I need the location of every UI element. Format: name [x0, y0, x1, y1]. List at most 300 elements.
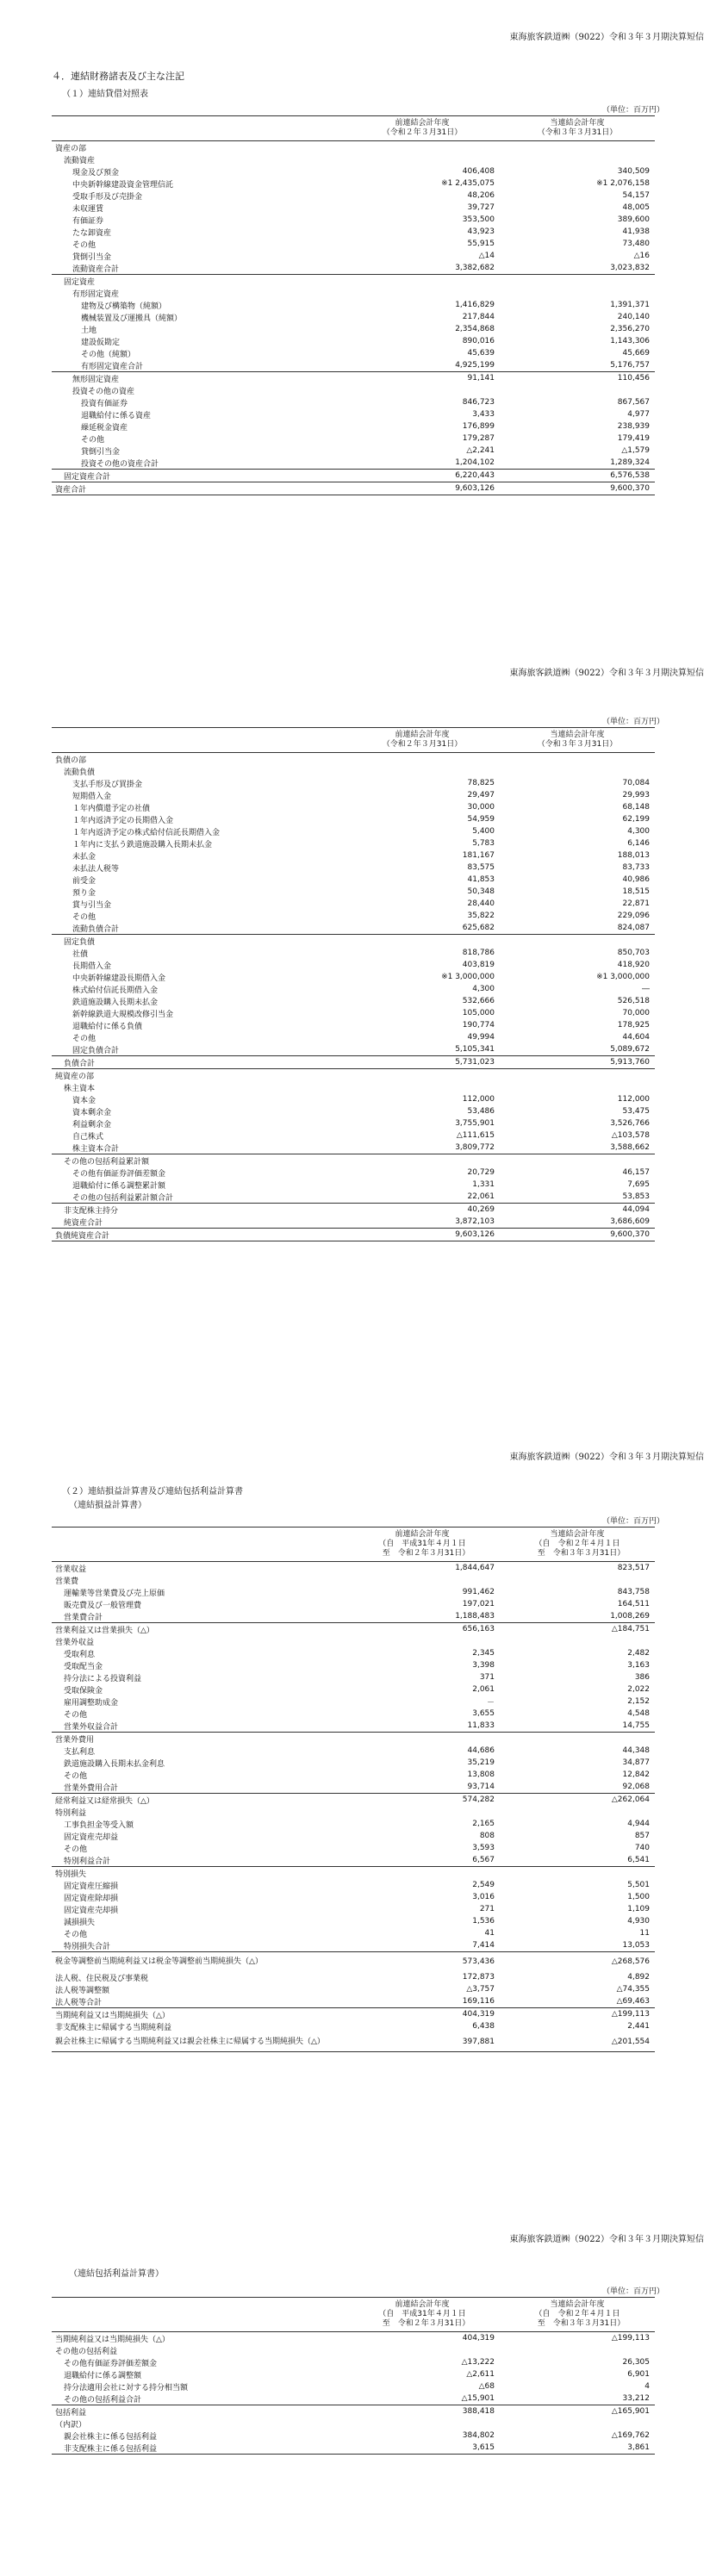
current-year-value: 526,518: [617, 997, 650, 1005]
prev-year-value: 3,655: [472, 1709, 495, 1718]
row-label: 当期純利益又は当期純損失（△）: [55, 2011, 170, 2020]
current-year-value: △69,463: [500, 1995, 655, 2008]
table-row: [52, 1659, 655, 1671]
table-row: [52, 1598, 655, 1610]
col-cur-header: 当連結会計年度 （令和３年３月31日）: [500, 728, 655, 753]
table-row: [52, 1117, 655, 1129]
current-year-value: [500, 1081, 655, 1093]
prev-year-value: 1,536: [472, 1917, 495, 1926]
prev-year-value: 169,116: [345, 1995, 500, 2008]
prev-year-value: 35,219: [467, 1758, 495, 1767]
table-row: [52, 396, 655, 408]
row-label: 固定資産売却益: [64, 1832, 119, 1842]
row-label: 貸倒引当金: [72, 252, 112, 262]
table-row: [52, 910, 655, 922]
table-row: [52, 2020, 655, 2032]
current-year-value: 3,686,609: [500, 1216, 655, 1229]
col-prev-header: 前連結会計年度 （自 平成31年４月１日 至 令和２年３月31日）: [345, 2298, 500, 2332]
prev-year-value: 3,398: [472, 1661, 495, 1670]
table-row: [52, 1939, 655, 1952]
table-row: [52, 165, 655, 177]
current-year-value: △199,113: [611, 2334, 650, 2343]
table-row: [52, 1142, 655, 1154]
row-label: 支払手形及び買掛金: [72, 780, 143, 789]
current-year-value: 6,541: [500, 1854, 655, 1867]
row-label: 負債純資産合計: [52, 1229, 345, 1241]
table-row: [52, 995, 655, 1007]
current-year-value: 18,515: [622, 887, 650, 896]
table-row: [52, 2442, 655, 2455]
current-year-value: [500, 1806, 655, 1818]
row-label: 建設仮勘定: [81, 338, 121, 347]
table-row: [52, 250, 655, 262]
prev-year-value: 3,593: [472, 1844, 495, 1852]
prev-year-value: 573,436: [462, 1957, 495, 1966]
table-row: [52, 801, 655, 813]
col-prev-header: 前連結会計年度 （自 平成31年４月１日 至 令和２年３月31日）: [345, 1528, 500, 1562]
current-year-value: [500, 275, 655, 288]
row-label: その他有価証券評価差額金: [72, 1169, 166, 1179]
current-year-value: △262,064: [611, 1795, 650, 1804]
table-row: [52, 470, 655, 482]
current-year-value: 9,600,370: [500, 482, 655, 495]
row-label: １年内償還予定の社債: [72, 804, 151, 813]
current-year-value: [500, 765, 655, 777]
current-year-value: △1,579: [621, 446, 650, 455]
current-year-value: 240,140: [617, 313, 650, 321]
row-label: 販売費及び一般管理費: [64, 1601, 142, 1610]
prev-year-value: △2,611: [466, 2370, 495, 2379]
prev-year-value: 6,567: [345, 1854, 500, 1867]
prev-year-value: 55,915: [467, 240, 495, 248]
table-row: [52, 1056, 655, 1069]
table-row: [52, 874, 655, 886]
current-year-value: △268,576: [611, 1957, 650, 1966]
table-row: [52, 1093, 655, 1105]
prev-year-value: △15,901: [345, 2392, 500, 2405]
row-label: 社債: [72, 949, 89, 959]
current-year-value: 68,148: [622, 803, 650, 812]
prev-year-value: 112,000: [462, 1095, 495, 1104]
table-row: [52, 2380, 655, 2392]
current-year-value: 33,212: [500, 2392, 655, 2405]
page-header: 東海旅客鉄道㈱（9022）令和３年３月期決算短信: [509, 1453, 704, 1462]
table-row: [52, 1806, 655, 1818]
current-year-value: [500, 2417, 655, 2430]
prev-year-value: 3,382,682: [345, 262, 500, 275]
table-row: [52, 1995, 655, 2008]
row-label: その他の包括利益累計額: [64, 1157, 150, 1167]
table-row: [52, 1818, 655, 1830]
table-row: [52, 335, 655, 347]
row-label: （内訳）: [55, 2420, 87, 2430]
prev-year-value: △68: [478, 2382, 495, 2391]
prev-year-value: 271: [479, 1905, 495, 1913]
balance-sheet-liabilities: [52, 727, 655, 1241]
row-label: 固定資産除却損: [64, 1894, 119, 1903]
current-year-value: 53,475: [622, 1107, 650, 1116]
row-label: 現金及び預金: [72, 168, 120, 177]
table-row: [52, 1031, 655, 1043]
prev-year-value: 172,873: [462, 1973, 495, 1982]
prev-year-value: ※1 3,000,000: [441, 973, 495, 981]
row-label: 長期借入金: [72, 961, 112, 971]
table-row: [52, 849, 655, 862]
prev-year-value: 9,603,126: [345, 1229, 500, 1241]
table-row: [52, 1683, 655, 1696]
table-row: [52, 1781, 655, 1794]
row-label: 受取保険金: [64, 1686, 103, 1696]
current-year-value: 843,758: [617, 1588, 650, 1596]
prev-year-value: 105,000: [462, 1009, 495, 1017]
row-label: 運輸業等営業費及び売上原価: [64, 1589, 165, 1598]
current-year-value: △199,113: [611, 2010, 650, 2019]
current-year-value: 11: [639, 1929, 650, 1938]
row-label: １年内に支払う鉄道施設購入長期未払金: [72, 840, 213, 849]
table-row: [52, 1623, 655, 1636]
row-label: 流動資産: [64, 156, 96, 165]
table-row: [52, 1720, 655, 1733]
current-year-value: 164,511: [617, 1600, 650, 1608]
prev-year-value: 78,825: [467, 779, 495, 787]
prev-year-value: 83,575: [467, 863, 495, 872]
current-year-value: 44,094: [622, 1205, 650, 1214]
prev-year-value: 532,666: [462, 997, 495, 1005]
current-year-value: 3,163: [627, 1661, 650, 1670]
table-row: [52, 1167, 655, 1179]
prev-year-value: 384,802: [462, 2431, 495, 2440]
table-row: [52, 1647, 655, 1659]
row-label: 退職給付に係る調整累計額: [72, 1181, 166, 1191]
row-label: 退職給付に係る資産: [81, 411, 152, 420]
prev-year-value: 4,300: [472, 985, 495, 993]
comprehensive-income-statement: [52, 2297, 655, 2455]
table-row: [52, 983, 655, 995]
row-label: その他: [64, 1845, 88, 1854]
row-label: 投資その他の資産: [72, 387, 135, 396]
prev-year-value: 190,774: [462, 1021, 495, 1030]
col-cur-header: 当連結会計年度 （令和３年３月31日）: [500, 116, 655, 141]
row-label: 貸倒引当金: [81, 447, 121, 457]
row-label: 繰延税金資産: [81, 423, 128, 432]
prev-year-value: 3,809,772: [345, 1142, 500, 1154]
prev-year-value: 3,016: [472, 1893, 495, 1901]
table-row: [52, 1708, 655, 1720]
table-row: [52, 765, 655, 777]
prev-year-value: 1,331: [472, 1180, 495, 1189]
row-label: 資産の部: [55, 144, 87, 153]
table-row: [52, 1574, 655, 1586]
current-year-value: 112,000: [617, 1095, 650, 1104]
row-label: 非支配株主に係る包括利益: [52, 2442, 345, 2455]
row-label: 固定資産売却損: [64, 1906, 119, 1915]
current-year-value: [500, 753, 655, 766]
table-row: [52, 2344, 655, 2356]
table-row: [52, 1915, 655, 1927]
table-row: [52, 359, 655, 372]
prev-year-value: 2,354,868: [455, 325, 495, 333]
table-row: [52, 862, 655, 874]
row-label: 中央新幹線建設長期借入金: [72, 974, 166, 983]
current-year-value: [500, 141, 655, 154]
row-label: 利益剰余金: [72, 1120, 112, 1129]
current-year-value: 13,053: [500, 1939, 655, 1952]
row-label: その他: [72, 240, 97, 250]
row-label: 営業外収益: [55, 1638, 95, 1647]
current-year-value: [500, 1635, 655, 1647]
current-year-value: 6,576,538: [500, 470, 655, 482]
prev-year-value: 2,345: [472, 1649, 495, 1658]
current-year-value: 867,567: [617, 398, 650, 407]
table-row: [52, 262, 655, 275]
prev-year-value: 2,061: [472, 1685, 495, 1694]
prev-year-value: ※1 2,435,075: [441, 179, 495, 188]
prev-year-value: 404,319: [462, 2334, 495, 2343]
row-label: 持分法による投資利益: [64, 1674, 142, 1683]
current-year-value: △169,762: [611, 2431, 650, 2440]
current-year-value: 1,143,306: [610, 337, 650, 345]
table-row: [52, 1105, 655, 1117]
table-row: [52, 177, 655, 190]
row-label: 前受金: [72, 876, 97, 886]
current-year-value: 188,013: [617, 851, 650, 860]
prev-year-value: 7,414: [345, 1939, 500, 1952]
prev-year-value: 28,440: [467, 899, 495, 908]
row-label: 工事負担金等受入額: [64, 1820, 134, 1830]
current-year-value: 5,501: [627, 1881, 650, 1889]
current-year-value: 6,146: [627, 839, 650, 848]
table-row: [52, 141, 655, 154]
current-year-value: ―: [642, 985, 650, 993]
prev-year-value: 890,016: [462, 337, 495, 345]
section-title: ４．連結財務諸表及び主な注記: [52, 71, 184, 82]
table-row: [52, 384, 655, 396]
row-label: 税金等調整前当期純利益又は税金等調整前当期純損失（△）: [55, 1957, 263, 1966]
table-row: [52, 2417, 655, 2430]
current-year-value: 178,925: [617, 1021, 650, 1030]
row-label: 投資その他の資産合計: [52, 457, 345, 470]
row-label: 受取手形及び売掛金: [72, 192, 143, 202]
table-row: [52, 1179, 655, 1191]
prev-year-value: 818,786: [462, 949, 495, 957]
table-row: [52, 1794, 655, 1807]
row-label: 株主資本合計: [52, 1142, 345, 1154]
prev-year-value: 181,167: [462, 851, 495, 860]
row-label: その他: [72, 1034, 97, 1043]
row-label: 自己株式: [72, 1132, 104, 1142]
prev-year-value: 179,287: [462, 434, 495, 443]
current-year-value: 3,023,832: [500, 262, 655, 275]
prev-year-value: 53,486: [467, 1107, 495, 1116]
prev-year-value: 3,615: [345, 2442, 500, 2455]
prev-year-value: [345, 1635, 500, 1647]
table-row: [52, 1204, 655, 1216]
row-label: 親会社株主に帰属する当期純利益又は親会社株主に帰属する当期純損失（△）: [52, 2032, 345, 2052]
prev-year-value: 4,925,199: [345, 359, 500, 372]
prev-year-value: [345, 1806, 500, 1818]
current-year-value: 2,482: [627, 1649, 650, 1658]
row-label: その他: [72, 912, 97, 922]
page-header: 東海旅客鉄道㈱（9022）令和３年３月期決算短信: [509, 669, 704, 678]
current-year-value: 824,087: [500, 922, 655, 935]
row-label: 雇用調整助成金: [64, 1698, 119, 1708]
table-row: [52, 2392, 655, 2405]
current-year-value: 62,199: [622, 815, 650, 824]
row-label: 固定資産合計: [52, 470, 345, 482]
prev-year-value: 41: [484, 1929, 495, 1938]
current-year-value: 823,517: [617, 1564, 650, 1572]
prev-year-value: 197,021: [462, 1600, 495, 1608]
current-year-value: 238,939: [617, 422, 650, 431]
prev-year-value: [345, 1733, 500, 1745]
prev-year-value: 30,000: [467, 803, 495, 812]
current-year-value: [500, 1867, 655, 1880]
row-label: 株主資本: [64, 1084, 96, 1093]
table-row: [52, 408, 655, 420]
table-row: [52, 1903, 655, 1915]
row-label: その他: [64, 1710, 88, 1720]
row-label: 特別損失: [55, 1870, 87, 1879]
row-label: 支払利息: [64, 1747, 96, 1757]
current-year-value: 4,548: [627, 1709, 650, 1718]
prev-year-value: 846,723: [462, 398, 495, 407]
prev-year-value: 6,220,443: [345, 470, 500, 482]
current-year-value: 2,152: [627, 1697, 650, 1706]
prev-year-value: 48,206: [467, 191, 495, 200]
current-year-value: [500, 287, 655, 299]
row-label: 営業外費用合計: [52, 1781, 345, 1794]
current-year-value: △201,554: [500, 2032, 655, 2052]
prev-year-value: 353,500: [462, 215, 495, 224]
table-row: [52, 372, 655, 385]
current-year-value: 44,604: [622, 1033, 650, 1042]
current-year-value: 1,500: [627, 1893, 650, 1901]
current-year-value: 70,000: [622, 1009, 650, 1017]
table-row: [52, 214, 655, 226]
prev-year-value: 397,881: [345, 2032, 500, 2052]
prev-year-value: △13,222: [461, 2358, 495, 2367]
table-row: [52, 2008, 655, 2021]
prev-year-value: 93,714: [345, 1781, 500, 1794]
current-year-value: △165,901: [611, 2407, 650, 2416]
current-year-value: [500, 1069, 655, 1082]
prev-year-value: 6,438: [472, 2022, 495, 2031]
current-year-value: 1,391,371: [610, 301, 650, 309]
table-row: [52, 2405, 655, 2418]
table-row: [52, 1696, 655, 1708]
row-label: その他: [64, 1771, 88, 1781]
unit-label: （単位：百万円）: [601, 1517, 664, 1526]
prev-year-value: 2,165: [472, 1820, 495, 1828]
row-label: 経常利益又は経常損失（△）: [55, 1796, 154, 1806]
current-year-value: △184,751: [611, 1625, 650, 1633]
page-header: 東海旅客鉄道㈱（9022）令和３年３月期決算短信: [509, 33, 704, 42]
row-label: その他: [81, 435, 105, 445]
pl-subtitle2: （連結損益計算書）: [69, 1501, 146, 1510]
row-label: 未払法人税等: [72, 864, 120, 874]
current-year-value: 3,861: [500, 2442, 655, 2455]
row-label: 中央新幹線建設資金管理信託: [72, 180, 174, 190]
prev-year-value: [345, 384, 500, 396]
prev-year-value: 41,853: [467, 875, 495, 884]
table-row: [52, 1891, 655, 1903]
prev-year-value: 43,923: [467, 227, 495, 236]
row-label: 営業外収益合計: [52, 1720, 345, 1733]
table-row: [52, 347, 655, 359]
prev-year-value: 403,819: [462, 961, 495, 969]
table-row: [52, 922, 655, 935]
row-label: 持分法適用会社に対する持分相当額: [64, 2383, 189, 2392]
current-year-value: 34,877: [622, 1758, 650, 1767]
table-row: [52, 299, 655, 311]
row-label: 減損損失: [64, 1918, 96, 1927]
current-year-value: 1,289,324: [500, 457, 655, 470]
prev-year-value: [345, 1867, 500, 1880]
table-row: [52, 1879, 655, 1891]
row-label: 土地: [81, 326, 97, 335]
prev-year-value: 50,348: [467, 887, 495, 896]
table-row: [52, 238, 655, 250]
prev-year-value: △2,241: [466, 446, 495, 455]
current-year-value: 70,084: [622, 779, 650, 787]
row-label: たな卸資産: [72, 228, 112, 238]
bs-subtitle: （１）連結貸借対照表: [62, 90, 148, 99]
prev-year-value: 9,603,126: [345, 482, 500, 495]
row-label: 固定負債: [64, 937, 96, 947]
table-row: [52, 837, 655, 849]
current-year-value: 22,871: [622, 899, 650, 908]
prev-year-value: [345, 935, 500, 948]
current-year-value: 54,157: [622, 191, 650, 200]
row-label: 純資産合計: [52, 1216, 345, 1229]
table-row: [52, 226, 655, 238]
row-label: 退職給付に係る調整額: [64, 2371, 142, 2380]
current-year-value: 5,913,760: [500, 1056, 655, 1069]
prev-year-value: 35,822: [467, 912, 495, 920]
unit-label: （単位：百万円）: [601, 106, 664, 115]
prev-year-value: [345, 1574, 500, 1586]
table-row: [52, 311, 655, 323]
prev-year-value: 176,899: [462, 422, 495, 431]
current-year-value: 53,853: [500, 1191, 655, 1204]
current-year-value: 740: [634, 1844, 650, 1852]
table-row: [52, 1216, 655, 1229]
row-label: 固定資産: [64, 277, 96, 287]
prev-year-value: 1,204,102: [345, 457, 500, 470]
current-year-value: 2,022: [627, 1685, 650, 1694]
row-label: 資本剰余金: [72, 1108, 112, 1117]
current-year-value: [500, 1154, 655, 1167]
row-label: 営業収益: [55, 1565, 87, 1574]
prev-year-value: [345, 287, 500, 299]
table-row: [52, 1854, 655, 1867]
row-label: 特別利益: [55, 1808, 87, 1818]
prev-year-value: 656,163: [462, 1625, 495, 1633]
row-label: 無形固定資産: [72, 375, 120, 384]
table-row: [52, 482, 655, 495]
current-year-value: 4,892: [627, 1973, 650, 1982]
row-label: 流動負債合計: [52, 922, 345, 935]
prev-year-value: 1,188,483: [345, 1610, 500, 1623]
row-label: 非支配株主持分: [64, 1206, 119, 1216]
row-label: 有形固定資産: [72, 289, 120, 299]
table-row: [52, 935, 655, 948]
table-row: [52, 445, 655, 457]
prev-year-value: 371: [479, 1673, 495, 1682]
unit-label: （単位：百万円）: [601, 2287, 664, 2296]
table-row: [52, 1586, 655, 1598]
row-label: 流動負債: [64, 768, 96, 777]
